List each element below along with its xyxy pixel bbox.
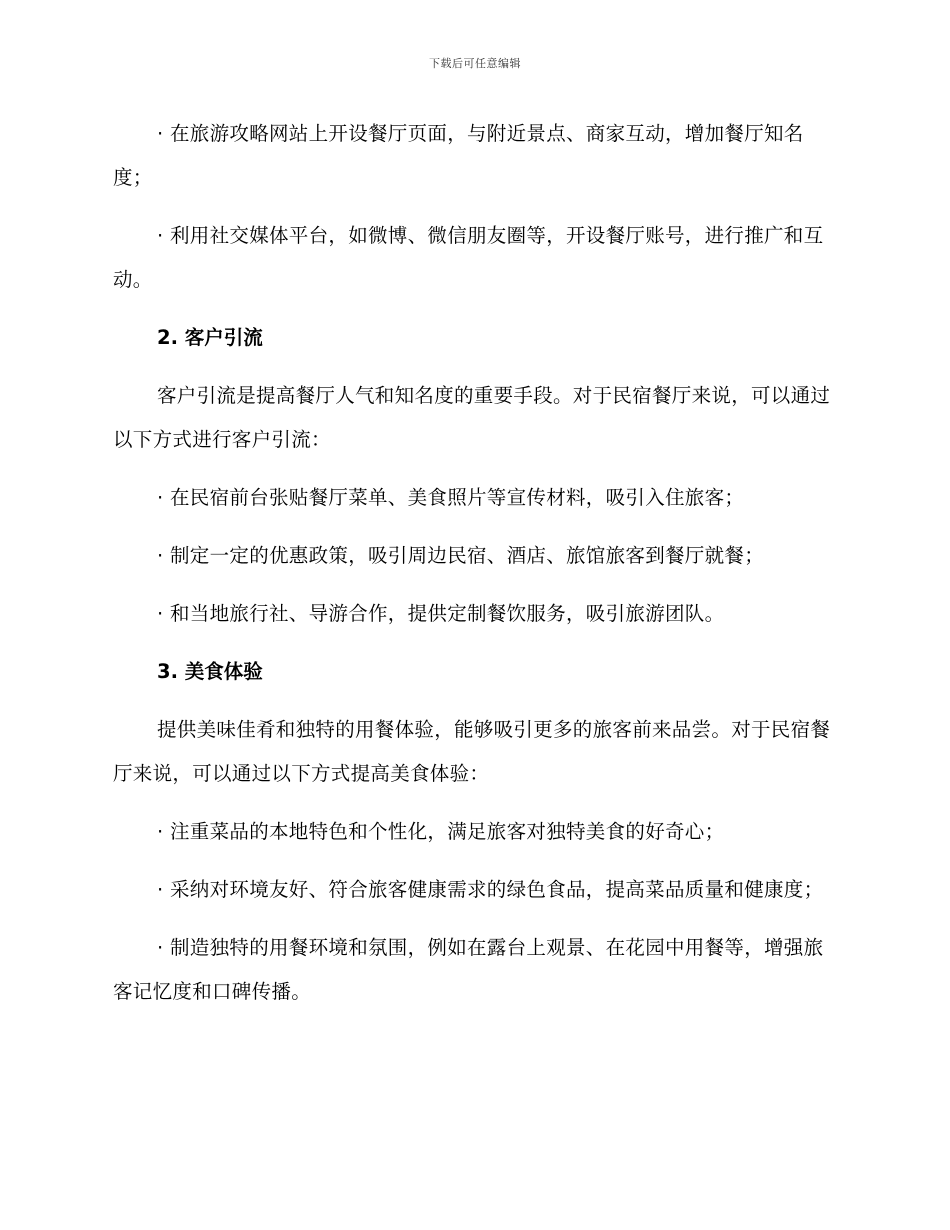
document-body	[113, 112, 835, 1028]
bullet-item: · 制造独特的用餐环境和氛围，例如在露台上观景、在花园中用餐等，增强旅客记忆度和口碑传播。	[113, 936, 824, 1003]
bullet-item: · 和当地旅行社、导游合作，提供定制餐饮服务，吸引旅游团队。	[157, 602, 725, 625]
bullet-item: · 制定一定的优惠政策，吸引周边民宿、酒店、旅馆旅客到餐厅就餐；	[157, 544, 764, 567]
section-paragraph-food: 提供美味佳肴和独特的用餐体验，能够吸引更多的旅客前来品尝。对于民宿餐厅来说，可以通过以下方式提高美食体验：	[113, 718, 831, 785]
bullet-item: · 在民宿前台张贴餐厅菜单、美食照片等宣传材料，吸引入住旅客；	[157, 486, 745, 509]
section-paragraph-customer: 客户引流是提高餐厅人气和知名度的重要手段。对于民宿餐厅来说，可以通过以下方式进行客户引流：	[113, 384, 831, 451]
bullet-item: · 在旅游攻略网站上开设餐厅页面，与附近景点、商家互动，增加餐厅知名度；	[113, 122, 804, 189]
bullet-item: · 注重菜品的本地特色和个性化，满足旅客对独特美食的好奇心；	[157, 820, 725, 843]
section-heading-customer: 2. 客户引流	[157, 326, 263, 349]
bullet-item: · 利用社交媒体平台，如微博、微信朋友圈等，开设餐厅账号，进行推广和互动。	[113, 224, 824, 291]
section-heading-food: 3. 美食体验	[157, 660, 263, 683]
header-note: 下载后可任意编辑	[429, 57, 521, 70]
bullet-item: · 采纳对环境友好、符合旅客健康需求的绿色食品，提高菜品质量和健康度；	[157, 878, 824, 901]
